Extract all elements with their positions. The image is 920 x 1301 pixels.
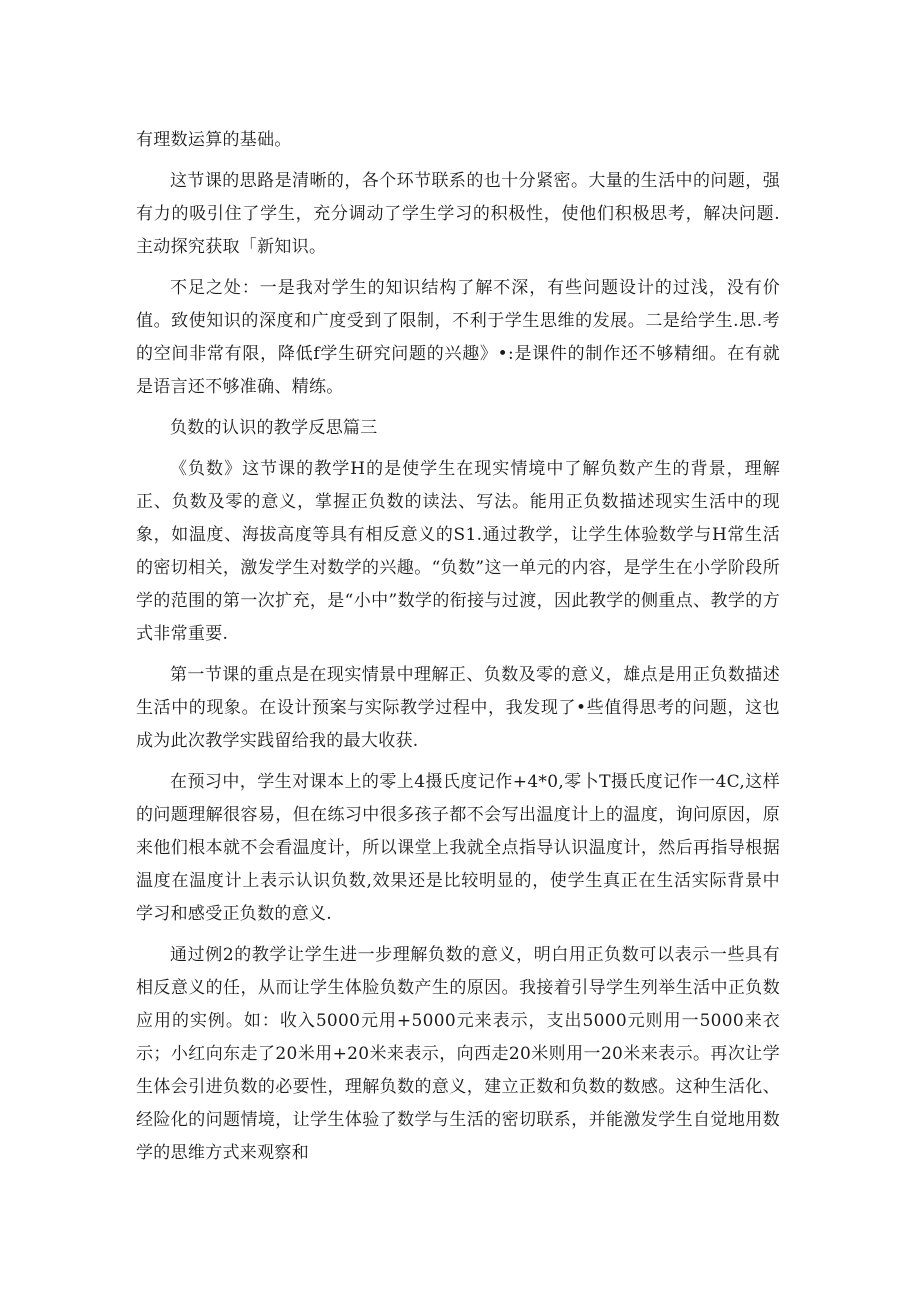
paragraph-3: 不足之处：一是我对学生的知识结构了解不深，有些问题设计的过浅，没有价值。致使知识的深度和广度受到了限制，不利于学生思维的发展。二是给学生.思.考的空间非常有限，降低f学生研究问题的兴趣》•:是课件的制作还不够精细。在有就是语言还不够准确、精练。 [136,278,780,397]
document-page [136,124,780,1178]
paragraph-2: 这节课的思路是清晰的，各个环节联系的也十分紧密。大量的生活中的问题，强有力的吸引住了学生，充分调动了学生学习的积极性，使他们积极思考，解决问题.主动探究获取「新知识。 [136,171,780,257]
section-heading: 负数的认识的教学反思篇三 [170,418,378,438]
section-paragraph-4: 通过例2的教学让学生进一步理解负数的意义，明白用正负数可以表示一些具有相反意义的任，从而让学生体脸负数产生的原因。我接着引导学生列举生活中正负数应用的实例。如：收入5000元用+5000元来表示，支出5000元则用一5000来衣示；小红向东走了20米用+20米来表示，向西走20米则用一20米来表示。再次让学生体会引进负数的必要性，理解负数的意义，建立正数和负数的数感。这种生活化、经险化的问题情境，让学生体验了数学与生活的密切联系，并能激发学生自觉地用数学的思维方式来观察和 [136,945,780,1163]
section-paragraph-1: 《负数》这节课的教学H的是使学生在现实情境中了解负数产生的背景，理解正、负数及零的意义，掌握正负数的读法、写法。能用正负数描述现实生活中的现象，如温度、海拔高度等具有相反意义的S1.通过教学，让学生体验数学与H常生活的密切相关，激发学生对数学的兴趣。“负数”这一单元的内容，是学生在小学阶段所学的范围的第一次扩充，是“小中”数学的衔接与过渡，因此教学的侧重点、教学的方式非常重要. [136,459,780,644]
paragraph-1: 有理数运算的基础。 [136,130,292,150]
section-paragraph-3: 在预习中，学生对课本上的零上4摄氏度记作+4*0,零卜T摄氏度记作一4C,这样的问题理解很容易，但在练习中很多孩子都不会写出温度计上的温度，询问原因，原来他们根本就不会看温度计，所以课堂上我就全点指导认识温度计，然后再指导根据温度在温度计上表示认识负数,效果还是比较明显的，使学生真正在生活实际背景中学习和感受正负数的意义. [136,772,780,924]
section-paragraph-2: 第一节课的重点是在现实情景中理解正、负数及零的意义，雄点是用正负数描述生活中的现象。在设计预案与实际教学过程中，我发现了•些值得思考的问题，这也成为此次教学实践留给我的最大收获. [136,665,780,751]
